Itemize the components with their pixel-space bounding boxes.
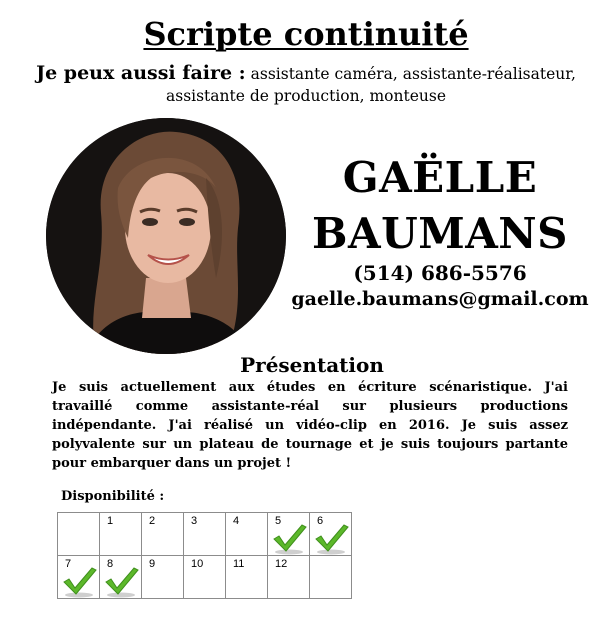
calendar-cell [184, 556, 226, 599]
availability-label: Disponibilité : [61, 489, 165, 504]
checkmark-icon [60, 564, 98, 601]
day-number: 5 [275, 515, 282, 527]
calendar-cell [58, 513, 100, 556]
checkmark-icon [102, 564, 140, 601]
checkmark-icon [270, 521, 308, 558]
day-number: 2 [149, 515, 156, 527]
email-address[interactable]: gaelle.baumans@gmail.com [291, 288, 589, 310]
calendar-cell [142, 556, 184, 599]
page-title [0, 14, 612, 54]
profile-photo [46, 118, 286, 354]
day-number: 9 [149, 558, 156, 570]
day-number: 6 [317, 515, 324, 527]
calendar-row [58, 513, 352, 556]
calendar-cell [310, 513, 352, 556]
day-number: 3 [191, 515, 198, 527]
phone-number: (514) 686-5576 [353, 261, 527, 285]
calendar-row [58, 556, 352, 599]
person-name [300, 150, 580, 262]
day-number: 10 [191, 558, 204, 570]
day-number: 12 [275, 558, 288, 570]
presentation-heading: Présentation [240, 353, 384, 377]
also-can-do [30, 62, 582, 107]
availability-calendar [57, 512, 352, 599]
presentation-body: Je suis actuellement aux études en écriture scénaristique. J'ai travaillé comme assistante-réal sur plusieurs productions indépendante. J'ai réalisé un vidéo-clip en 2016. Je suis assez polyvalente sur un plateau de tournage et je suis toujours partante pour embarquer dans un projet ! [52, 380, 568, 471]
portrait-image [46, 118, 286, 354]
day-number: 4 [233, 515, 240, 527]
also-lead: Je peux aussi faire : [36, 62, 246, 84]
day-number: 7 [65, 558, 72, 570]
calendar-cell [100, 556, 142, 599]
last-name: BAUMANS [311, 209, 568, 258]
calendar-cell [142, 513, 184, 556]
calendar-cell [268, 513, 310, 556]
title-text: Scripte continuité [143, 15, 469, 53]
calendar-cell [268, 556, 310, 599]
calendar-cell [100, 513, 142, 556]
day-number: 8 [107, 558, 114, 570]
calendar-cell [310, 556, 352, 599]
calendar-cell [226, 513, 268, 556]
checkmark-icon [312, 521, 350, 558]
first-name: GAËLLE [342, 153, 538, 202]
calendar-cell [58, 556, 100, 599]
calendar-cell [226, 556, 268, 599]
also-list: assistante caméra, assistante-réalisateur, assistante de production, monteuse [166, 65, 576, 105]
day-number: 11 [233, 558, 245, 570]
day-number: 1 [107, 515, 114, 527]
calendar-cell [184, 513, 226, 556]
